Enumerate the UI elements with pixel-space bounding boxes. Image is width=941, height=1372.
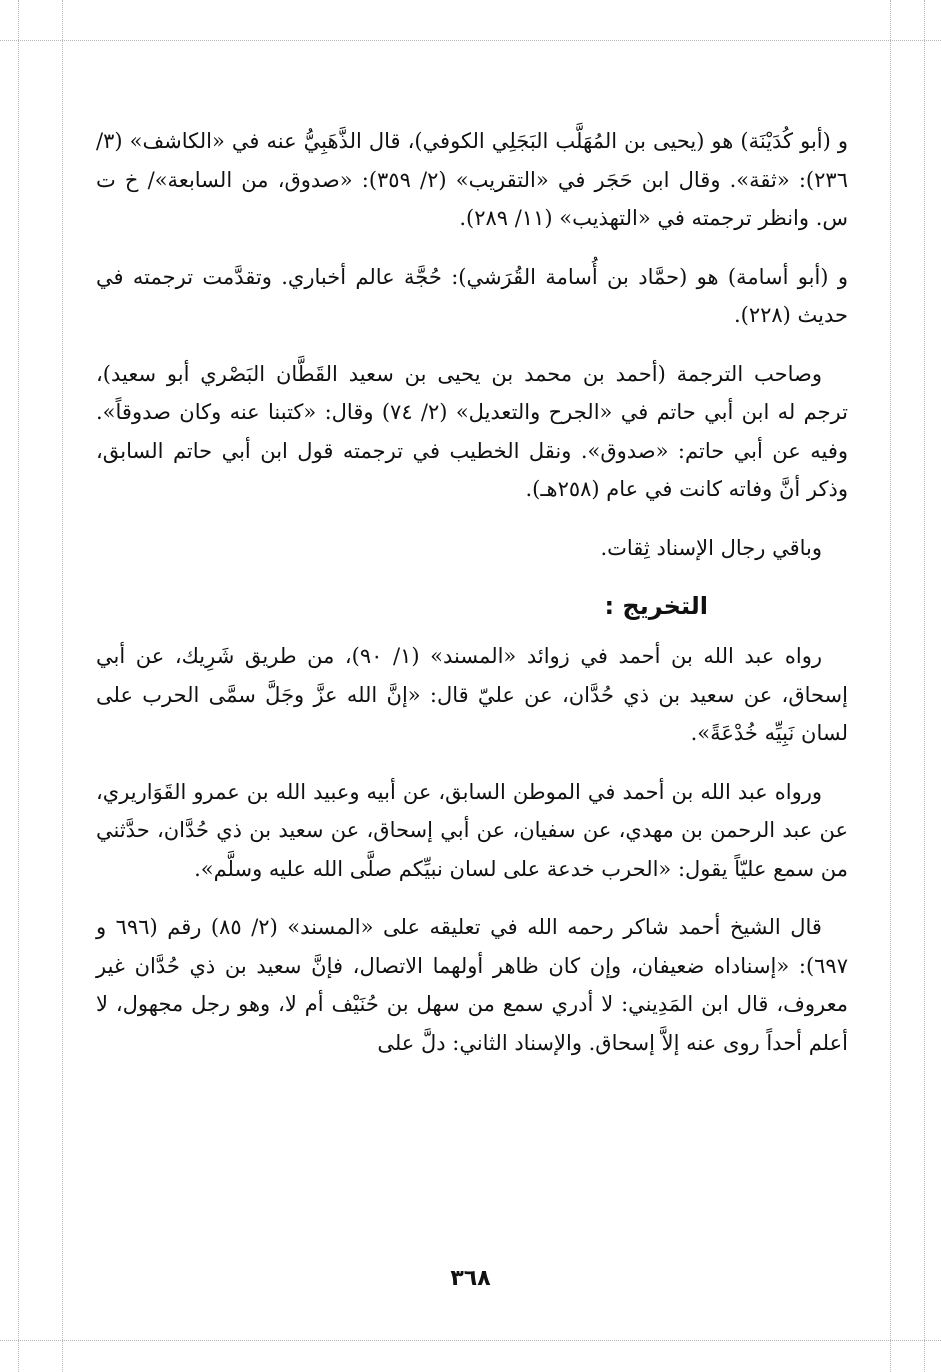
guide-line: [62, 0, 63, 1372]
paragraph: قال الشيخ أحمد شاكر رحمه الله في تعليقه على «المسند» (٢/ ٨٥) رقم (٦٩٦ و ٦٩٧): «إسناداه ضعيفان، وإن كان ظاهر أولهما الاتصال، فإنَّ سعيد بن ذي حُدَّان غير معروف، قال ابن المَدِيني: لا أدري سمع من سهل بن حُنَيْف أم لا، وهو رجل مجهول، لا أعلم أحداً روى عنه إلاَّ إسحاق. والإسناد الثاني: دلَّ على: [96, 915, 848, 1055]
paragraph: وصاحب الترجمة (أحمد بن محمد بن يحيى بن سعيد القَطَّان البَصْري أبو سعيد)، ترجم له ابن أبي حاتم في «الجرح والتعديل» (٢/ ٧٤) وقال: «كتبنا عنه وكان صدوقاً». وفيه عن أبي حاتم: «صدوق». ونقل الخطيب في ترجمته قول ابن أبي حاتم السابق، وذكر أنَّ وفاته كانت في عام (٢٥٨هـ).: [96, 361, 848, 501]
guide-line: [0, 1340, 941, 1341]
guide-line: [890, 0, 891, 1372]
section-heading: التخريج :: [604, 592, 708, 620]
guide-line: [924, 0, 925, 1372]
paragraph: و (أبو أسامة) هو (حمَّاد بن أُسامة القُرَشي): حُجَّة عالم أخباري. وتقدَّمت ترجمته في حديث (٢٢٨).: [96, 264, 848, 327]
paragraph: ورواه عبد الله بن أحمد في الموطن السابق، عن أبيه وعبيد الله بن عمرو القَوَاريري، عن عبد الرحمن بن مهدي، عن سفيان، عن أبي إسحاق، عن سعيد بن ذي حُدَّان، حدَّثني من سمع عليّاً يقول: «الحرب خدعة على لسان نبيِّكم صلَّى الله عليه وسلَّم».: [96, 779, 848, 881]
guide-line: [18, 0, 19, 1372]
page-body: [96, 122, 848, 1082]
paragraph: وباقي رجال الإسناد ثِقات.: [600, 535, 822, 560]
paragraph: و (أبو كُدَيْنَة) هو (يحيى بن المُهَلَّب البَجَلِي الكوفي)، قال الذَّهَبِيُّ عنه في «الكاشف» (٣/ ٢٣٦): «ثقة». وقال ابن حَجَر في «التقريب» (٢/ ٣٥٩): «صدوق، من السابعة»/ خ ت س. وانظر ترجمته في «التهذيب» (١١/ ٢٨٩).: [96, 129, 848, 230]
guide-line: [0, 40, 941, 41]
page-number: ٣٦٨: [450, 1266, 491, 1291]
paragraph: رواه عبد الله بن أحمد في زوائد «المسند» (١/ ٩٠)، من طريق شَرِيك، عن أبي إسحاق، عن سعيد بن ذي حُدَّان، عن عليّ قال: «إنَّ الله عزَّ وجَلَّ سمَّى الحرب على لسان نَبِيِّه خُدْعَةً».: [96, 644, 848, 745]
